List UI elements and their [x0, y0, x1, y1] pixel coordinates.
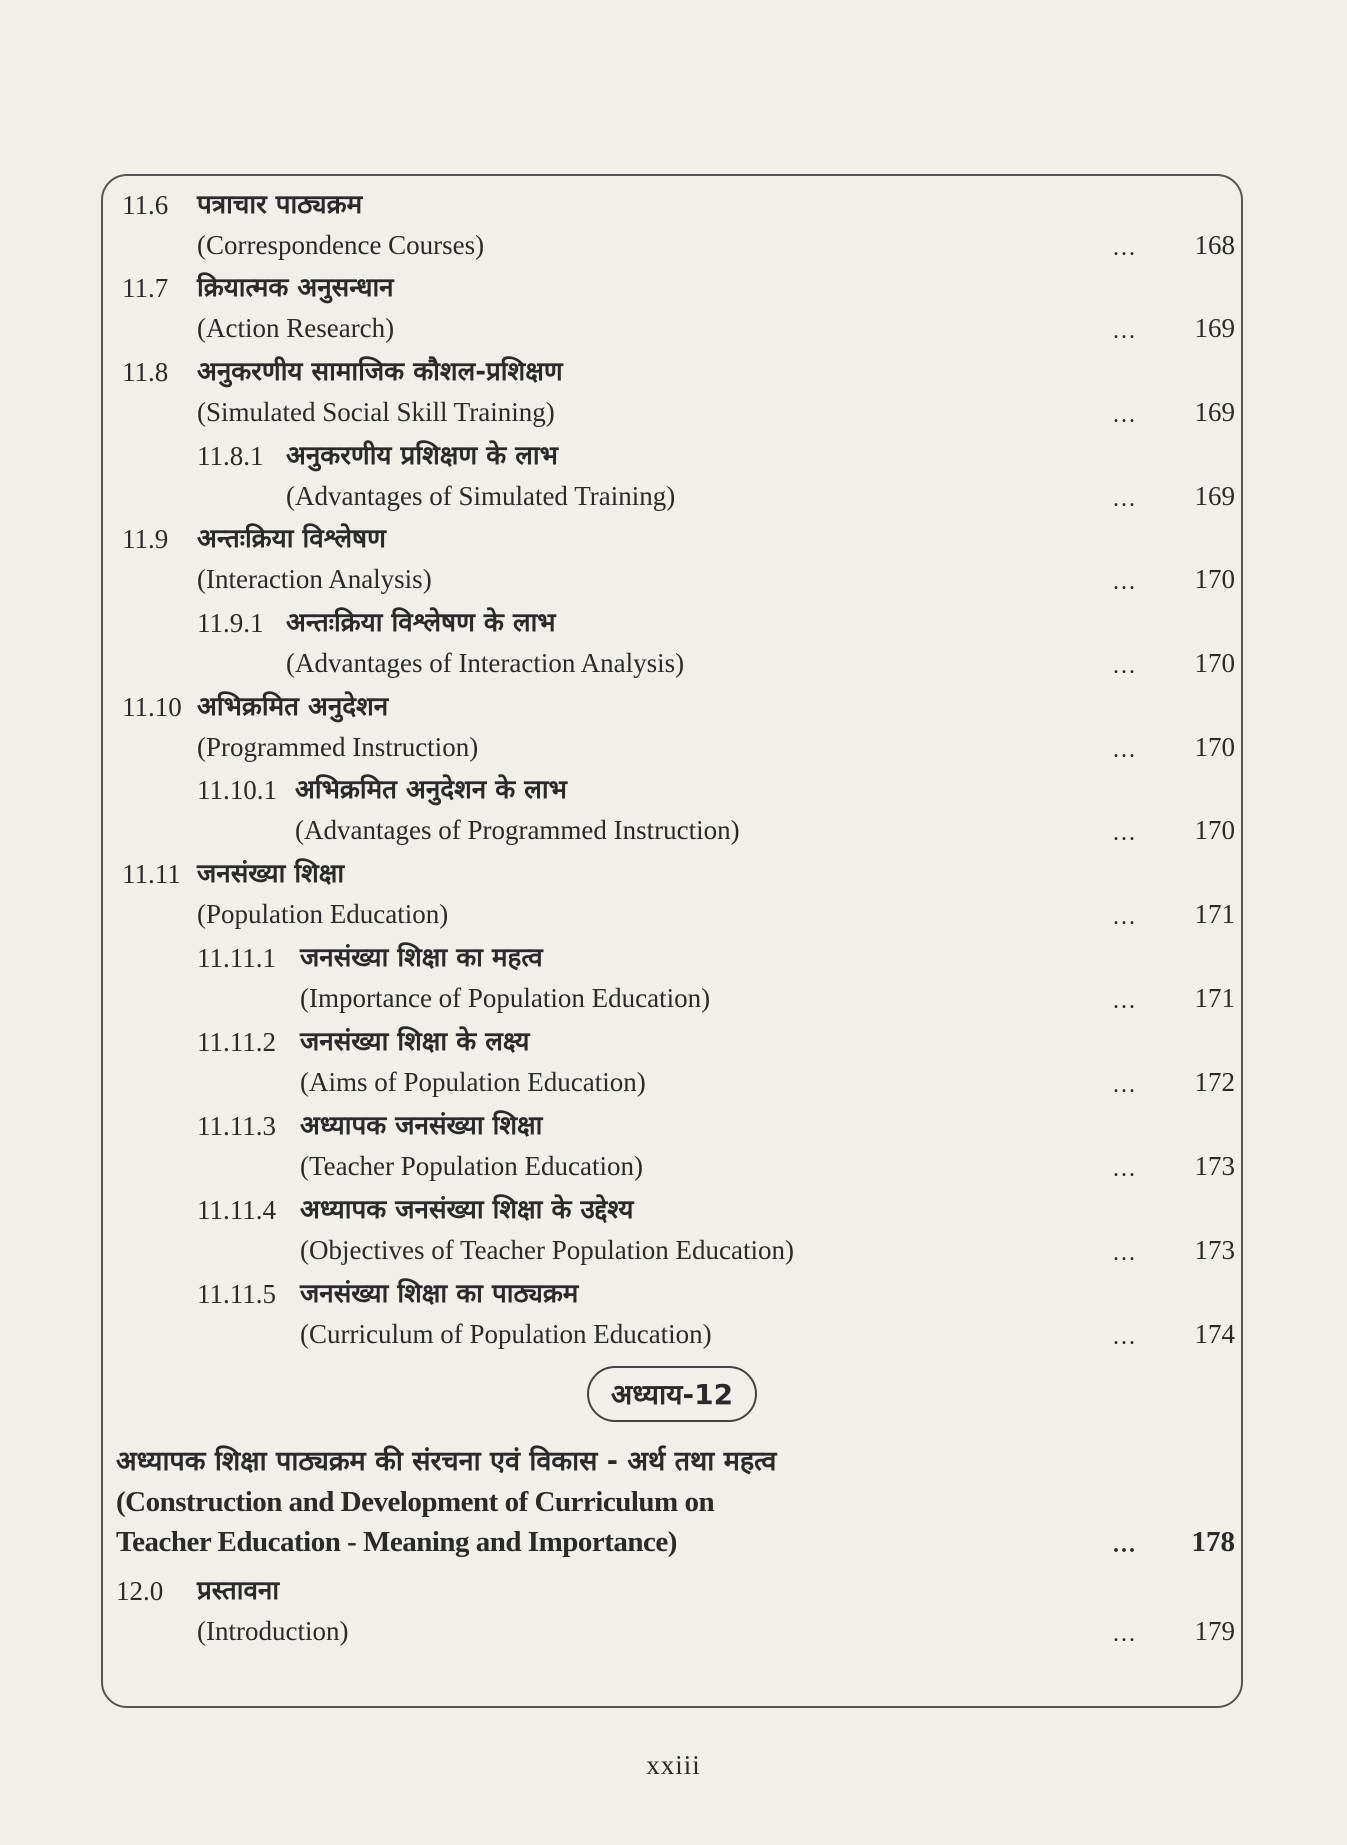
toc-entry-num: 11.11.1 — [197, 943, 276, 973]
toc-entry-num: 11.10.1 — [197, 775, 277, 805]
toc-entry-english: (Introduction) — [197, 1616, 349, 1646]
toc-entry-num: 12.0 — [116, 1576, 164, 1606]
toc-entry-english: (Teacher Population Education) — [300, 1151, 643, 1181]
toc-entry-english: (Interaction Analysis) — [197, 564, 432, 594]
toc-entry-english: (Objectives of Teacher Population Education) — [300, 1235, 794, 1265]
toc-page-number: 170 — [1194, 815, 1235, 845]
toc-entry-hindi: अनुकरणीय प्रशिक्षण के लाभ — [286, 441, 558, 471]
leader-dots: ... — [1113, 1532, 1137, 1558]
toc-page-number: 170 — [1194, 648, 1235, 678]
toc-entry-num: 11.11.4 — [197, 1195, 276, 1225]
chapter-page-number: 178 — [1191, 1526, 1235, 1558]
toc-entry-num: 11.11.2 — [197, 1027, 276, 1057]
toc-page-number: 173 — [1194, 1235, 1235, 1265]
toc-page-number: 169 — [1194, 397, 1235, 427]
toc-entry-num: 11.9.1 — [197, 608, 264, 638]
toc-entry-num: 11.11.3 — [197, 1111, 276, 1141]
toc-entry-num: 11.10 — [122, 692, 182, 722]
leader-dots: ... — [1113, 1324, 1137, 1350]
toc-entry-hindi: प्रस्तावना — [197, 1576, 280, 1606]
leader-dots: ... — [1113, 1621, 1137, 1647]
toc-entry-english: (Programmed Instruction) — [197, 732, 479, 762]
toc-entry-hindi: अन्तःक्रिया विश्लेषण — [197, 524, 386, 554]
toc-entry-english: (Action Research) — [197, 313, 395, 343]
toc-entry-english: (Advantages of Programmed Instruction) — [295, 815, 740, 845]
toc-entry-english: (Curriculum of Population Education) — [300, 1319, 712, 1349]
toc-page-number: 168 — [1194, 230, 1235, 260]
leader-dots: ... — [1113, 737, 1137, 763]
toc-entry-num: 11.8 — [122, 357, 169, 387]
leader-dots: ... — [1113, 1072, 1137, 1098]
toc-entry-english: (Advantages of Interaction Analysis) — [286, 648, 685, 678]
toc-entry-num: 11.11 — [122, 859, 181, 889]
leader-dots: ... — [1113, 1240, 1137, 1266]
leader-dots: ... — [1113, 1156, 1137, 1182]
toc-entry-hindi: अन्तःक्रिया विश्लेषण के लाभ — [286, 608, 556, 638]
chapter-title-english-line1: (Construction and Development of Curriculum on — [116, 1486, 715, 1518]
toc-entry-hindi: अध्यापक जनसंख्या शिक्षा — [300, 1111, 543, 1141]
toc-entry-english: (Importance of Population Education) — [300, 983, 711, 1013]
toc-entry-hindi: जनसंख्या शिक्षा के लक्ष्य — [300, 1027, 530, 1057]
toc-entry-english: (Advantages of Simulated Training) — [286, 481, 676, 511]
leader-dots: ... — [1113, 653, 1137, 679]
toc-page-number: 171 — [1194, 899, 1235, 929]
toc-entry-hindi: अभिक्रमित अनुदेशन — [197, 692, 389, 722]
toc-entry-hindi: जनसंख्या शिक्षा — [197, 859, 345, 889]
toc-page-number: 169 — [1194, 481, 1235, 511]
leader-dots: ... — [1113, 318, 1137, 344]
toc-entry-num: 11.9 — [122, 524, 169, 554]
toc-entry-hindi: अभिक्रमित अनुदेशन के लाभ — [295, 775, 567, 805]
leader-dots: ... — [1113, 402, 1137, 428]
chapter-badge: अध्याय-12 — [587, 1366, 757, 1422]
toc-entry-english: (Correspondence Courses) — [197, 230, 485, 260]
chapter-title-english-line2: Teacher Education - Meaning and Importance) — [116, 1526, 677, 1558]
leader-dots: ... — [1113, 235, 1137, 261]
toc-entry-hindi: क्रियात्मक अनुसन्धान — [197, 273, 394, 303]
chapter-title-hindi: अध्यापक शिक्षा पाठ्यक्रम की संरचना एवं विकास - अर्थ तथा महत्व — [116, 1446, 777, 1477]
toc-entry-hindi: जनसंख्या शिक्षा का पाठ्यक्रम — [300, 1279, 579, 1309]
toc-entry-english: (Simulated Social Skill Training) — [197, 397, 555, 427]
leader-dots: ... — [1113, 486, 1137, 512]
toc-entry-english: (Population Education) — [197, 899, 449, 929]
toc-entry-num: 11.11.5 — [197, 1279, 276, 1309]
toc-entry-hindi: जनसंख्या शिक्षा का महत्व — [300, 943, 543, 973]
leader-dots: ... — [1113, 904, 1137, 930]
toc-entry-num: 11.7 — [122, 273, 169, 303]
footer-page-number: xxiii — [646, 1750, 701, 1780]
toc-entry-num: 11.8.1 — [197, 441, 264, 471]
leader-dots: ... — [1113, 569, 1137, 595]
toc-page-number: 174 — [1194, 1319, 1235, 1349]
toc-entry-english: (Aims of Population Education) — [300, 1067, 646, 1097]
toc-entry-hindi: अध्यापक जनसंख्या शिक्षा के उद्देश्य — [300, 1195, 634, 1225]
toc-page-number: 170 — [1194, 564, 1235, 594]
toc-page-number: 171 — [1194, 983, 1235, 1013]
toc-page-number: 169 — [1194, 313, 1235, 343]
toc-page-number: 173 — [1194, 1151, 1235, 1181]
toc-page-number: 179 — [1194, 1616, 1235, 1646]
toc-entry-hindi: पत्राचार पाठ्यक्रम — [197, 190, 363, 220]
toc-page-number: 170 — [1194, 732, 1235, 762]
leader-dots: ... — [1113, 988, 1137, 1014]
toc-entry-hindi: अनुकरणीय सामाजिक कौशल-प्रशिक्षण — [197, 357, 563, 387]
toc-page-number: 172 — [1194, 1067, 1235, 1097]
leader-dots: ... — [1113, 820, 1137, 846]
toc-entry-num: 11.6 — [122, 190, 169, 220]
